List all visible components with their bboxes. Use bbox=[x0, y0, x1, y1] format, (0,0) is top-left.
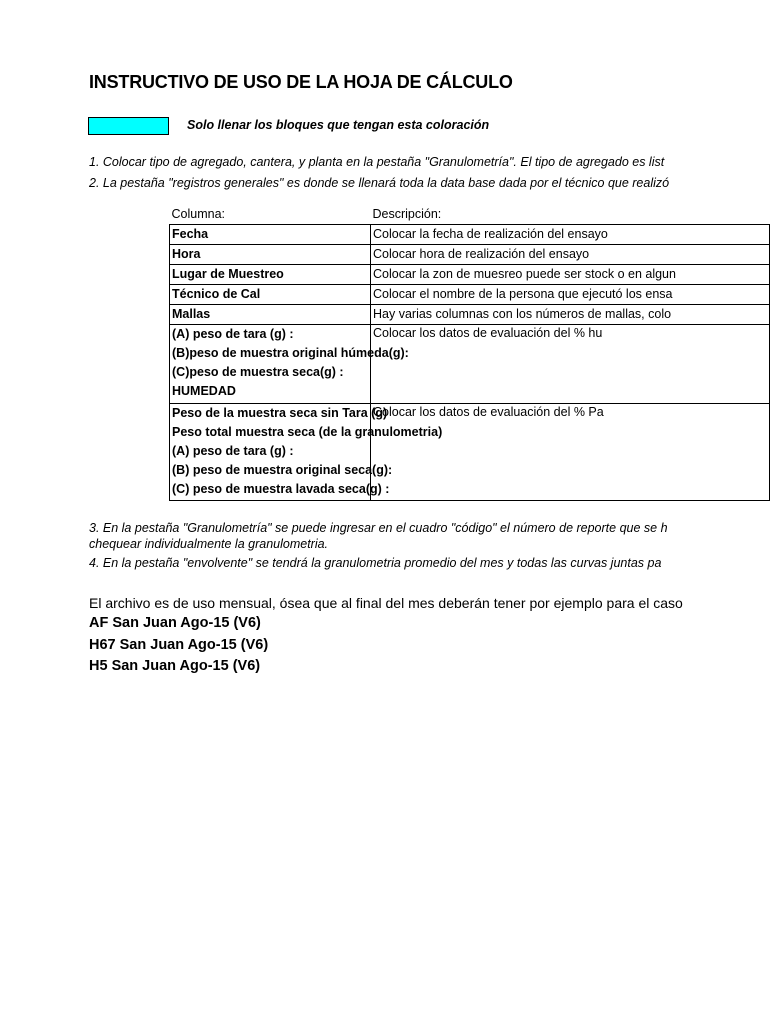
instruction-step-3 bbox=[89, 520, 672, 554]
instruction-step-3-line-2: chequear individualmente la granulometria. bbox=[89, 537, 329, 551]
row-description-cell[interactable]: Colocar la fecha de realización del ensayo bbox=[371, 225, 770, 245]
table-row-humedad bbox=[170, 325, 770, 404]
table-row bbox=[170, 305, 770, 325]
pasante-line: Peso total muestra seca (de la granulometria) bbox=[172, 425, 443, 439]
page-title: INSTRUCTIVO DE USO DE LA HOJA DE CÁLCULO bbox=[89, 72, 513, 92]
example-file-name: H67 San Juan Ago-15 (V6) bbox=[89, 636, 269, 653]
instruction-step-1: 1. Colocar tipo de agregado, cantera, y planta en la pestaña "Granulometría". El tipo de agregado es list bbox=[89, 155, 665, 169]
instruction-step-4: 4. En la pestaña "envolvente" se tendrá la granulometria promedio del mes y todas las curvas juntas pa bbox=[89, 556, 662, 570]
table-row bbox=[170, 265, 770, 285]
table-header-row bbox=[170, 205, 770, 225]
pasante-line: (B) peso de muestra original seca(g): bbox=[172, 463, 393, 477]
header-column: Columna: bbox=[170, 205, 371, 225]
example-file-list bbox=[89, 613, 268, 678]
row-column-cell[interactable]: Mallas bbox=[170, 305, 371, 325]
humedad-fields-cell[interactable] bbox=[170, 325, 409, 404]
humedad-line: HUMEDAD bbox=[172, 384, 236, 398]
pasante-line: (A) peso de tara (g) : bbox=[172, 444, 294, 458]
pasante-line: Peso de la muestra seca sin Tara (g) bbox=[172, 406, 388, 420]
row-description-cell[interactable]: Hay varias columnas con los números de mallas, colo bbox=[371, 305, 770, 325]
row-description-cell[interactable]: Colocar la zon de muesreo puede ser stock o en algun bbox=[371, 265, 770, 285]
row-column-cell[interactable]: Fecha bbox=[170, 225, 371, 245]
table-row bbox=[170, 285, 770, 305]
header-description: Descripción: bbox=[371, 205, 770, 225]
humedad-description-cell[interactable]: Colocar los datos de evaluación del % hu bbox=[371, 325, 770, 404]
pasante-line: (C) peso de muestra lavada seca(g) : bbox=[172, 482, 390, 496]
table-row bbox=[170, 225, 770, 245]
table-row bbox=[170, 245, 770, 265]
monthly-usage-note: El archivo es de uso mensual, ósea que al final del mes deberán tener por ejemplo para el caso bbox=[89, 595, 683, 611]
pasante-fields-cell[interactable] bbox=[170, 404, 443, 501]
humedad-line: (C)peso de muestra seca(g) : bbox=[172, 365, 344, 379]
fill-color-swatch bbox=[88, 117, 169, 135]
instruction-step-3-line-1: 3. En la pestaña "Granulometría" se puede ingresar en el cuadro "código" el número de reporte que se h bbox=[89, 521, 668, 535]
columns-table-wrapper bbox=[169, 205, 676, 497]
humedad-line: (B)peso de muestra original húmeda(g): bbox=[172, 346, 409, 360]
fill-legend-note: Solo llenar los bloques que tengan esta coloración bbox=[187, 118, 490, 132]
table-row-pasante bbox=[170, 404, 770, 501]
instruction-step-2: 2. La pestaña "registros generales" es donde se llenará toda la data base dada por el técnico que realizó bbox=[89, 176, 670, 190]
example-file-name: AF San Juan Ago-15 (V6) bbox=[89, 615, 261, 631]
row-column-cell[interactable]: Hora bbox=[170, 245, 371, 265]
pasante-description-cell[interactable]: Colocar los datos de evaluación del % Pa bbox=[371, 404, 770, 501]
row-description-cell[interactable]: Colocar hora de realización del ensayo bbox=[371, 245, 770, 265]
columns-description-table bbox=[169, 205, 770, 501]
humedad-line: (A) peso de tara (g) : bbox=[172, 327, 294, 341]
row-description-cell[interactable]: Colocar el nombre de la persona que ejecutó los ensa bbox=[371, 285, 770, 305]
row-column-cell[interactable]: Técnico de Cal bbox=[170, 285, 371, 305]
row-column-cell[interactable]: Lugar de Muestreo bbox=[170, 265, 371, 285]
example-file-name: H5 San Juan Ago-15 (V6) bbox=[89, 658, 261, 674]
